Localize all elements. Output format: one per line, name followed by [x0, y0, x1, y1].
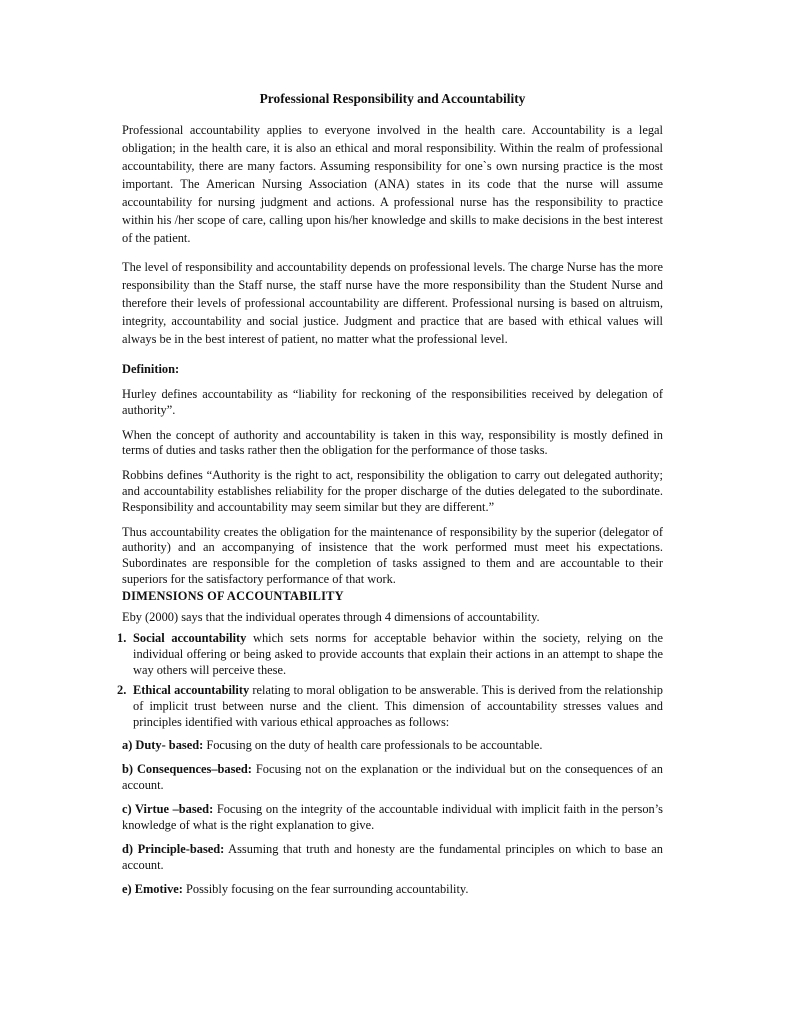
definition-paragraph-3: Robbins defines “Authority is the right to act, responsibility the obligation to carry out delegated authority; and accountability establishes reliability for the proper discharge of the duties delegated to the subordinate. Responsibility and accountability may seem similar but they are different.”	[122, 468, 663, 514]
item-lead: e) Emotive:	[122, 881, 183, 896]
item-text: Focusing on the duty of health care professionals to be accountable.	[203, 737, 543, 752]
item-lead: b) Consequences–based:	[122, 761, 252, 776]
intro-paragraph-2: The level of responsibility and accountability depends on professional levels. The charge Nurse has the more responsibility than the Staff nurse, the staff nurse have the more responsibility than the Student Nurse and therefore their levels of professional accountability are different. Professional nursing is based on altruism, integrity, accountability and social justice. Judgment and practice that are based with ethical values will always be in the best interest of patient, no matter what the professional level.	[122, 260, 663, 346]
item-text: which sets norms for acceptable behavior within the society, relying on the individual offering or being asked to provide accounts that explain their actions in an attempt to shape the way others will perceive these.	[133, 630, 663, 677]
lettered-item	[122, 841, 663, 873]
definition-paragraph-4: Thus accountability creates the obligation for the maintenance of responsibility by the superior (delegator of authority) and an accompanying of insistence that the work performed must meet his expectations. Subordinates are responsible for the completion of tasks assigned to them and are accountable to their superiors for the satisfactory performance of that work.	[122, 524, 663, 586]
item-lead: d) Principle-based:	[122, 841, 225, 856]
numbered-item	[117, 682, 663, 730]
item-lead: a) Duty- based:	[122, 737, 204, 752]
item-text: Possibly focusing on the fear surrounding accountability.	[182, 881, 469, 896]
item-lead: c) Virtue –based:	[122, 801, 214, 816]
lettered-item	[122, 737, 663, 753]
item-lead: Social accountability	[133, 630, 247, 645]
dimensions-intro: Eby (2000) says that the individual operates through 4 dimensions of accountability.	[122, 609, 540, 624]
document-title: Professional Responsibility and Accountability	[259, 91, 526, 106]
definition-heading: Definition:	[122, 362, 180, 376]
dimensions-heading: DIMENSIONS OF ACCOUNTABILITY	[122, 588, 344, 603]
lettered-item	[122, 801, 663, 833]
document-page	[117, 90, 663, 905]
item-lead: Ethical accountability	[133, 682, 250, 697]
item-text: relating to moral obligation to be answerable. This is derived from the relationship of implicit trust between nurse and the client. This dimension of accountability stresses values and principles identified with various ethical approaches as follows:	[133, 682, 663, 729]
item-text: Focusing not on the explanation or the individual but on the consequences of an account.	[122, 761, 663, 792]
item-number: 1.	[117, 630, 127, 645]
definition-paragraph-1: Hurley defines accountability as “liability for reckoning of the responsibilities received by delegation of authority”.	[122, 387, 663, 417]
lettered-item	[122, 761, 663, 793]
item-text: Assuming that truth and honesty are the fundamental principles on which to base an account.	[122, 841, 663, 872]
item-text: Focusing on the integrity of the accountable individual with implicit faith in the person’s knowledge of what is the right explanation to give.	[122, 801, 663, 832]
numbered-item	[117, 630, 663, 678]
intro-paragraph-1: Professional accountability applies to everyone involved in the health care. Accountability is a legal obligation; in the health care, it is also an ethical and moral responsibility. Within the realm of professional accountability, there are many factors. Assuming responsibility for one`s own nursing practice is the most important. The American Nursing Association (ANA) states in its code that the nurse will assume accountability for nursing judgment and actions. A professional nurse has the responsibility to practice within his /her scope of care, calling upon his/her knowledge and skills to make decisions in the best interest of the patient.	[122, 123, 663, 245]
lettered-item	[122, 881, 663, 897]
definition-paragraph-2: When the concept of authority and accountability is taken in this way, responsibility is mostly defined in terms of duties and tasks rather then the obligation for the performance of those tasks.	[122, 427, 663, 458]
item-number: 2.	[117, 682, 127, 697]
